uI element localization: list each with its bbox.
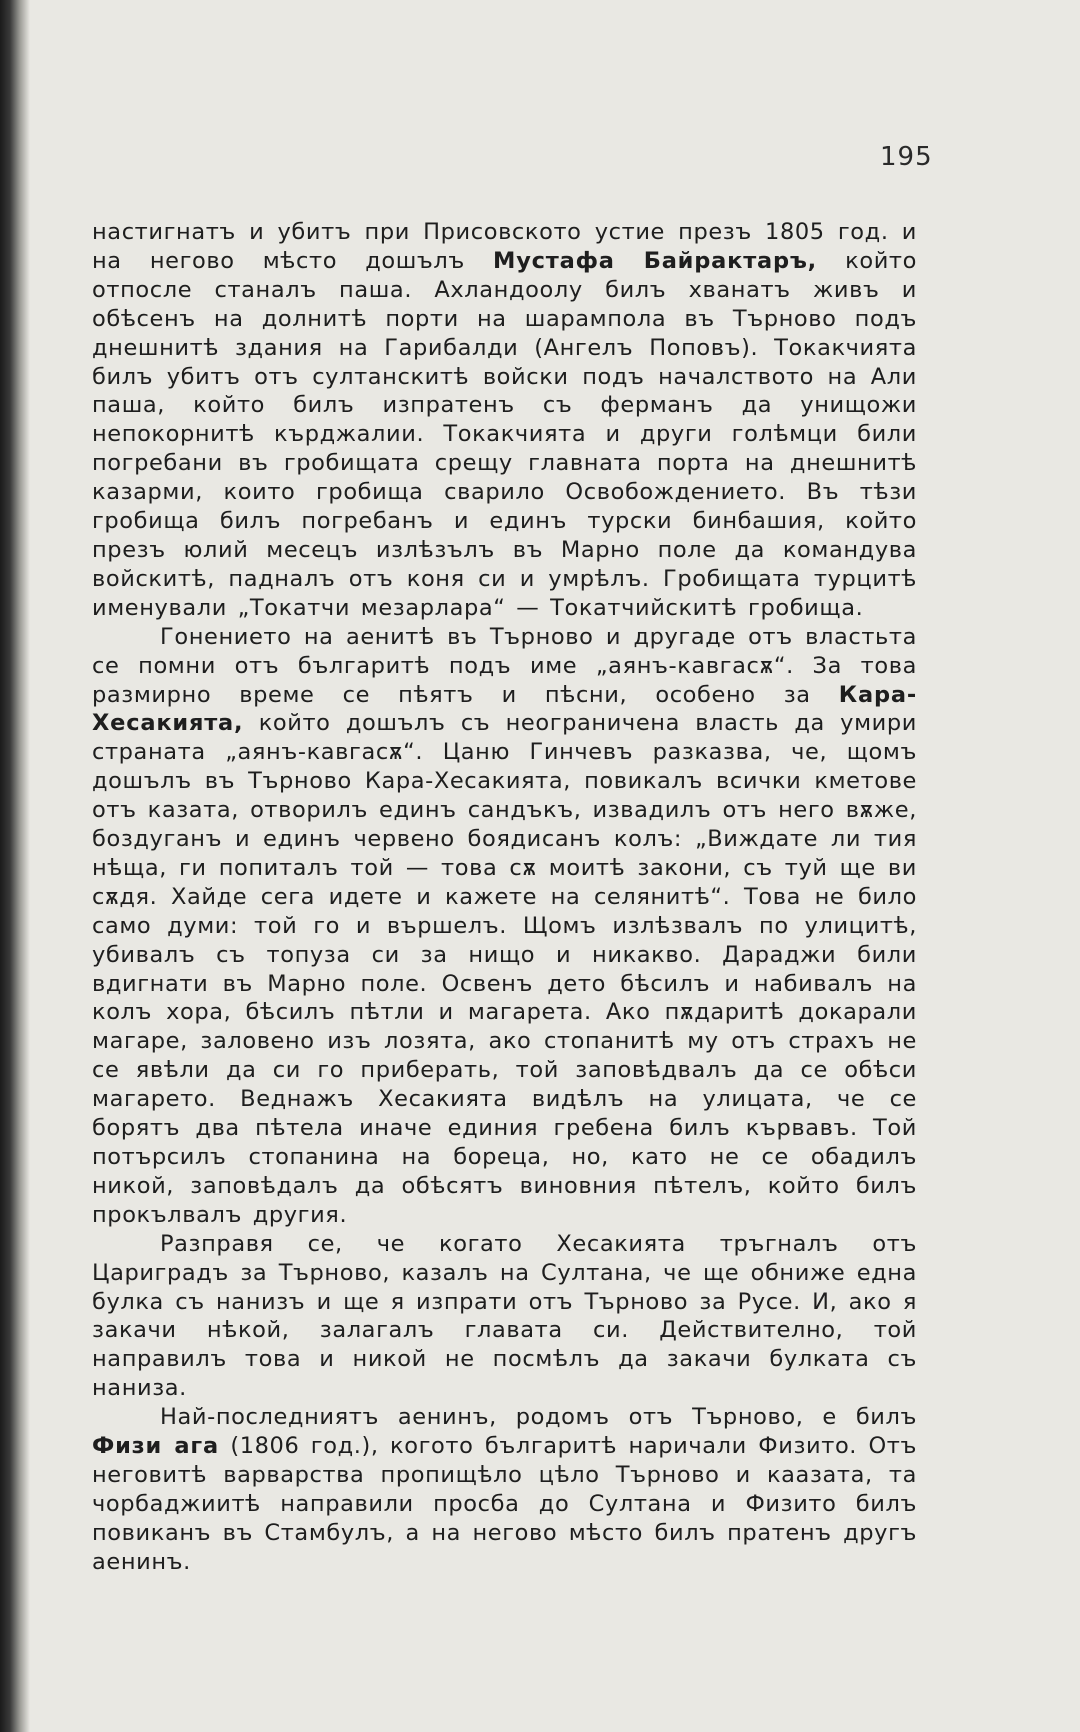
name-mustafa-bayraktar: Мустафа Байрактаръ, (493, 247, 817, 274)
paragraph-4-text-2: (1806 год.), когото българитѣ наричали Физито. Отъ неговитѣ варварства пропищѣло цѣло Търново и каазата, та чорбаджиитѣ направили просба до Султана и Физито билъ повиканъ въ Стамбулъ, а на негово мѣсто билъ пратенъ другъ аенинъ. (92, 1433, 917, 1575)
paragraph-4 (92, 1403, 917, 1576)
paragraph-3-text-1: Разправя се, че когато Хесакията тръгналъ отъ Цариградъ за Търново, казалъ на Султана, че ще обниже една булка съ нанизъ и ще я изпрати отъ Търново за Русе. И, ако я закачи нѣкой, залагалъ главата си. Действително, той направилъ това и никой не посмѣлъ да закачи булката съ наниза. (92, 1230, 917, 1402)
name-kara-hesakiyata: Кара-Хесакията, (92, 681, 917, 737)
paragraph-4-text-1: Най-последниятъ аенинъ, родомъ отъ Търново, е билъ (160, 1404, 917, 1431)
body-text (92, 218, 917, 1577)
paragraph-2-text-2: който дошълъ съ неограничена власть да умири страната „аянъ-кавгасѫ“. Цаню Гинчевъ разказва, че, щомъ дошълъ въ Търново Кара-Хесакията, повикалъ всички кметове отъ казата, отворилъ единъ сандъкъ, извадилъ отъ него вѫже, боздуганъ и единъ червено боядисанъ колъ: „Виждате ли тия нѣща, ги попиталъ той — това сѫ моитѣ закони, съ туй ще ви сѫдя. Хайде сега идете и кажете на селянитѣ“. Това не било само думи: той го и вършелъ. Щомъ излѣзвалъ по улицитѣ, убивалъ съ топуза си за нищо и никакво. Дараджи били вдигнати въ Марно поле. Освенъ дето бѣсилъ и набивалъ на колъ хора, бѣсилъ пѣтли и магарета. Ако пѫдаритѣ докарали магаре, заловено изъ лозята, ако стопанитѣ му отъ страхъ не се явѣли да си го приберать, той заповѣдвалъ да се обѣси магарето. Веднажъ Хесакията видѣлъ на улицата, че се борятъ два пѣтела иначе единия гребена билъ кървавъ. Той потърсилъ стопанина на бореца, но, като не се обадилъ никой, заповѣдалъ да обѣсятъ виновния пѣтелъ, който билъ прокълвалъ другия. (92, 710, 917, 1228)
name-fizi-aga: Физи ага (92, 1433, 219, 1460)
paragraph-3 (92, 1230, 917, 1403)
page-number: 195 (880, 142, 933, 172)
paragraph-2 (92, 623, 917, 1230)
paragraph-1-text-1: настигнатъ и убитъ при Присовското устие презъ 1805 год. и на негово мѣсто дошълъ (92, 219, 917, 274)
paragraph-2-text-1: Гонението на аенитѣ въ Търново и другаде отъ властьта се помни отъ българитѣ подъ име „аянъ-кавгасѫ“. За това размирно време се пѣятъ и пѣсни, особено за (92, 623, 917, 708)
paragraph-1-text-2: който отпосле станалъ паша. Ахландоолу билъ хванатъ живъ и обѣсенъ на долнитѣ порти на шарампола въ Търново подъ днешнитѣ здания на Гарибалди (Ангелъ Поповъ). Токакчията билъ убитъ отъ султанскитѣ войски подъ началството на Али паша, който билъ изпратенъ съ ферманъ да унищожи непокорнитѣ кърджалии. Токакчията и други голѣмци били погребани въ гробищата срещу главната порта на днешнитѣ казарми, които гробища сварило Освобождението. Въ тѣзи гробища билъ погребанъ и единъ турски бинбашия, който презъ юлий месецъ излѣзълъ въ Марно поле да командува войскитѣ, падналъ отъ коня си и умрѣлъ. Гробищата турцитѣ именували „Токатчи мезарлара“ — Токатчийскитѣ гробища. (92, 247, 917, 621)
paragraph-1 (92, 218, 917, 623)
